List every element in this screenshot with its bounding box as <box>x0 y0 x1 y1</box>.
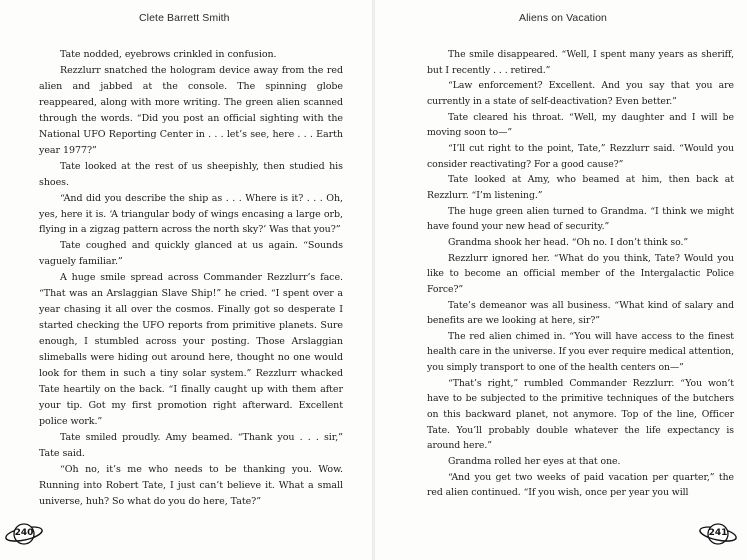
page-number-label: 240 <box>14 528 34 538</box>
left-page <box>0 0 372 560</box>
page-number-241 <box>698 519 738 549</box>
paragraph: “I’ll cut right to the point, Tate,” Rezzlurr said. “Would you consider reactivating? For a good cause?” <box>427 142 734 170</box>
paragraph: Tate smiled proudly. Amy beamed. “Thank you . . . sir,” Tate said. <box>39 431 343 459</box>
paragraph: Grandma shook her head. “Oh no. I don’t think so.” <box>448 236 689 248</box>
page-number-label: 241 <box>708 528 728 538</box>
paragraph: Tate coughed and quickly glanced at us again. “Sounds vaguely familiar.” <box>39 240 343 268</box>
left-page-body <box>39 47 343 510</box>
page-number-240 <box>4 519 44 549</box>
paragraph: “And did you describe the ship as . . . Where is it? . . . Oh, yes, here it is. ‘A triangular body of wings encasing a large orb, flying in a zigzag pattern across the north sky?’ Was that you?” <box>39 192 343 236</box>
paragraph: “That’s right,” rumbled Commander Rezzlurr. “You won’t have to be subjected to the primitive techniques of the butchers on this backward planet, not anymore. Top of the line, Officer Tate. You’ll probably double whatever the life expectancy is around here.” <box>427 377 734 452</box>
paragraph: “And you get two weeks of paid vacation per quarter,” the red alien continued. “If you wish, once per year you will <box>427 471 734 499</box>
paragraph: A huge smile spread across Commander Rezzlurr’s face. “That was an Arslaggian Slave Ship!” he cried. “I spent over a year chasing it all over the cosmos. Finally got so desperate I started checking the UFO reports from primitive planets. Sure enough, I stumbled across your posting. Those Arslaggian slimeballs were hiding out around here, thought no one would look for them in such a tiny solar system.” Rezzlurr whacked Tate heartily on the back. “I finally caught up with them after your tip. Got my first promotion right afterward. Excellent police work.” <box>39 272 343 427</box>
paragraph: Rezzlurr snatched the hologram device away from the red alien and jabbed at the console. The spinning globe reappeared, along with more writing. The green alien scanned through the words. “Did you post an official sighting with the National UFO Reporting Center in . . . let’s see, here . . . Earth year 1977?” <box>39 64 343 156</box>
right-page <box>375 0 747 560</box>
paragraph: Tate looked at Amy, who beamed at him, then back at Rezzlurr. “I’m listening.” <box>427 174 734 201</box>
paragraph: Grandma rolled her eyes at that one. <box>448 456 621 468</box>
paragraph: “Law enforcement? Excellent. And you say that you are currently in a state of self-deactivation? Even better.” <box>427 80 734 107</box>
paragraph: Tate cleared his throat. “Well, my daughter and I will be moving soon to—” <box>427 111 734 139</box>
paragraph: The huge green alien turned to Grandma. “I think we might have found your new head of security.” <box>427 205 734 233</box>
paragraph: The red alien chimed in. “You will have access to the finest health care in the universe. If you ever require medical attention, you simply transport to one of the health centers on—” <box>427 330 734 374</box>
paragraph: The smile disappeared. “Well, I spent many years as sheriff, but I recently . . . retired.” <box>427 49 734 76</box>
running-head-title: Aliens on Vacation <box>519 12 607 24</box>
paragraph: Tate looked at the rest of us sheepishly, then studied his shoes. <box>39 160 343 188</box>
paragraph: Tate nodded, eyebrows crinkled in confusion. <box>60 49 277 60</box>
paragraph: Tate’s demeanor was all business. “What kind of salary and benefits are we looking at here, sir?” <box>427 299 734 327</box>
right-page-body <box>427 47 734 501</box>
paragraph: “Oh no, it’s me who needs to be thanking you. Wow. Running into Robert Tate, I just can’t believe it. What a small universe, huh? So what do you do here, Tate?” <box>39 463 343 507</box>
paragraph: Rezzlurr ignored her. “What do you think, Tate? Would you like to become an official member of the Intergalactic Police Force?” <box>427 252 734 295</box>
running-head-author: Clete Barrett Smith <box>139 12 230 24</box>
